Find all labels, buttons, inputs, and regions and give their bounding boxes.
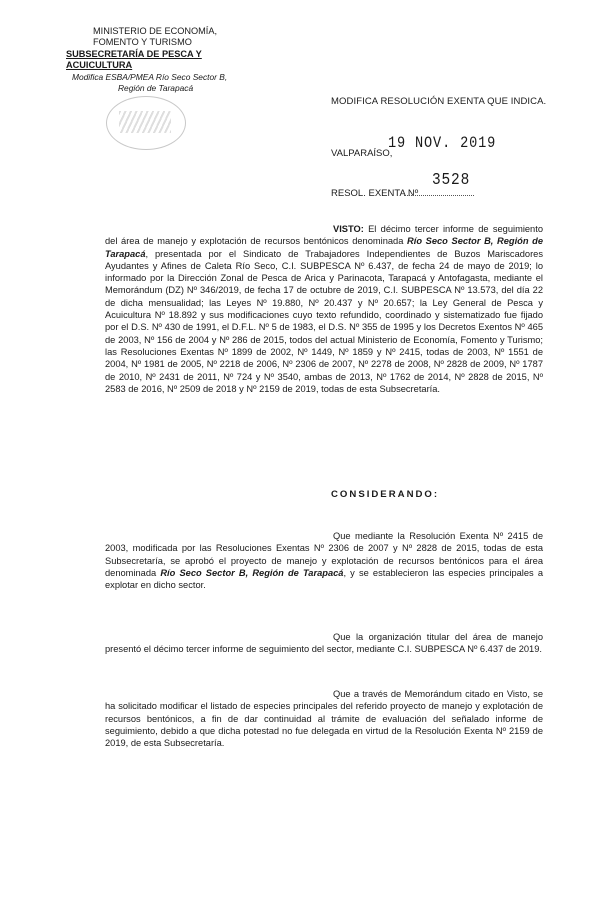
resolution-dotted-line <box>404 195 474 196</box>
considerando-heading: CONSIDERANDO: <box>331 489 440 500</box>
resolution-number: 3528 <box>432 171 471 190</box>
considerando-paragraph-3: Que a través de Memorándum citado en Visto, se ha solicitado modificar el listado de especies principales del referido proyecto de manejo y explotación de recursos bentónicos, a fin de dar continuidad al trámite de evaluación del señalado informe de seguimiento, debido a que dicha potestad no fue delegada en virtud de la Resolución Exenta Nº 2159 de 2019, de esta Subsecretaría. <box>105 689 543 749</box>
visto-label: VISTO: <box>333 224 364 234</box>
visto-paragraph <box>105 223 543 395</box>
considerando-paragraph-1 <box>105 530 543 591</box>
official-stamp <box>106 96 186 150</box>
considerando-paragraph-2: Que la organización titular del área de manejo presentó el décimo tercer informe de seguimiento del sector, mediante C.I. SUBPESCA Nº 6.437 de 2019. <box>105 632 543 655</box>
p1-text-1: Que mediante la Resolución Exenta Nº 2415 de 2003, modificada por las Resoluciones Exentas Nº 2306 de 2007 y Nº 2828 de 2015, todas de esta Subsecretaría, se aprobó el proyecto de manejo y explotación de recursos bentónicos para el área denominada <box>105 531 543 578</box>
undersecretariat-name: SUBSECRETARÍA DE PESCA Y ACUICULTURA <box>66 48 202 71</box>
letterhead <box>64 26 264 94</box>
visto-area-name: Río Seco Sector B, Región de Tarapacá <box>105 236 543 259</box>
ministry-name-2: FOMENTO Y TURISMO <box>93 37 192 48</box>
p1-text-2: , y se establecieron las especies principales a explotar en dicho sector. <box>105 567 543 591</box>
p1-area-name: Río Seco Sector B, Región de Tarapacá <box>160 567 344 578</box>
visto-text-2: , presentada por el Sindicato de Trabajadores Independientes de Buzos Mariscadores Ayudantes y Afines de Caleta Río Seco, C.I. SUBPESCA Nº 6.437, de fecha 24 de mayo de 2019; lo informado por la Dirección Zonal de Pesca de Arica y Parinacota, Tarapacá y Antofagasta, mediante el Memorándum (DZ) Nº 346/2019, de fecha 17 de octubre de 2019, C.I. SUBPESCA Nº 13.573, del día 22 de dicha mensualidad; las Leyes Nº 19.880, Nº 20.437 y Nº 20.657; la Ley General de Pesca y Acuicultura Nº 18.892 y sus modificaciones cuyo texto refundido, coordinado y sistematizado fue fijado por el D.S. Nº 430 de 1991, el D.F.L. Nº 5 de 1983, el D.S. Nº 355 de 1995 y los Decretos Exentos Nº 465 de 2003, Nº 156 de 2004 y Nº 286 de 2015, todos del actual Ministerio de Economía, Fomento y Turismo; las Resoluciones Exentas Nº 1899 de 2002, Nº 1449, Nº 1859 y Nº 2415, todas de 2003, Nº 1551 de 2004, Nº 1981 de 2005, Nº 2218 de 2006, Nº 2306 de 2007, Nº 2278 de 2008, Nº 2828 de 2009, Nº 1787 de 2010, Nº 2431 de 2011, Nº 724 y Nº 3540, ambas de 2013, Nº 1762 de 2014, Nº 2828 de 2015, Nº 2583 de 2016, Nº 2509 de 2018 y Nº 2159 de 2019, todas de esta Subsecretaría. <box>105 248 543 394</box>
ministry-name: MINISTERIO DE ECONOMÍA, <box>93 26 218 36</box>
document-subject: MODIFICA RESOLUCIÓN EXENTA QUE INDICA. <box>331 96 547 107</box>
reference-line: Modifica ESBA/PMEA Río Seco Sector B, <box>72 71 228 82</box>
stamped-date: 19 NOV. 2019 <box>388 134 497 152</box>
place-label: VALPARAÍSO, <box>331 148 393 159</box>
region-line: Región de Tarapacá <box>118 83 194 94</box>
visto-text-1: El décimo tercer informe de seguimiento del área de manejo y explotación de recursos bentónicos denominada <box>105 224 543 247</box>
resolution-label: RESOL. EXENTA Nº <box>331 188 419 199</box>
